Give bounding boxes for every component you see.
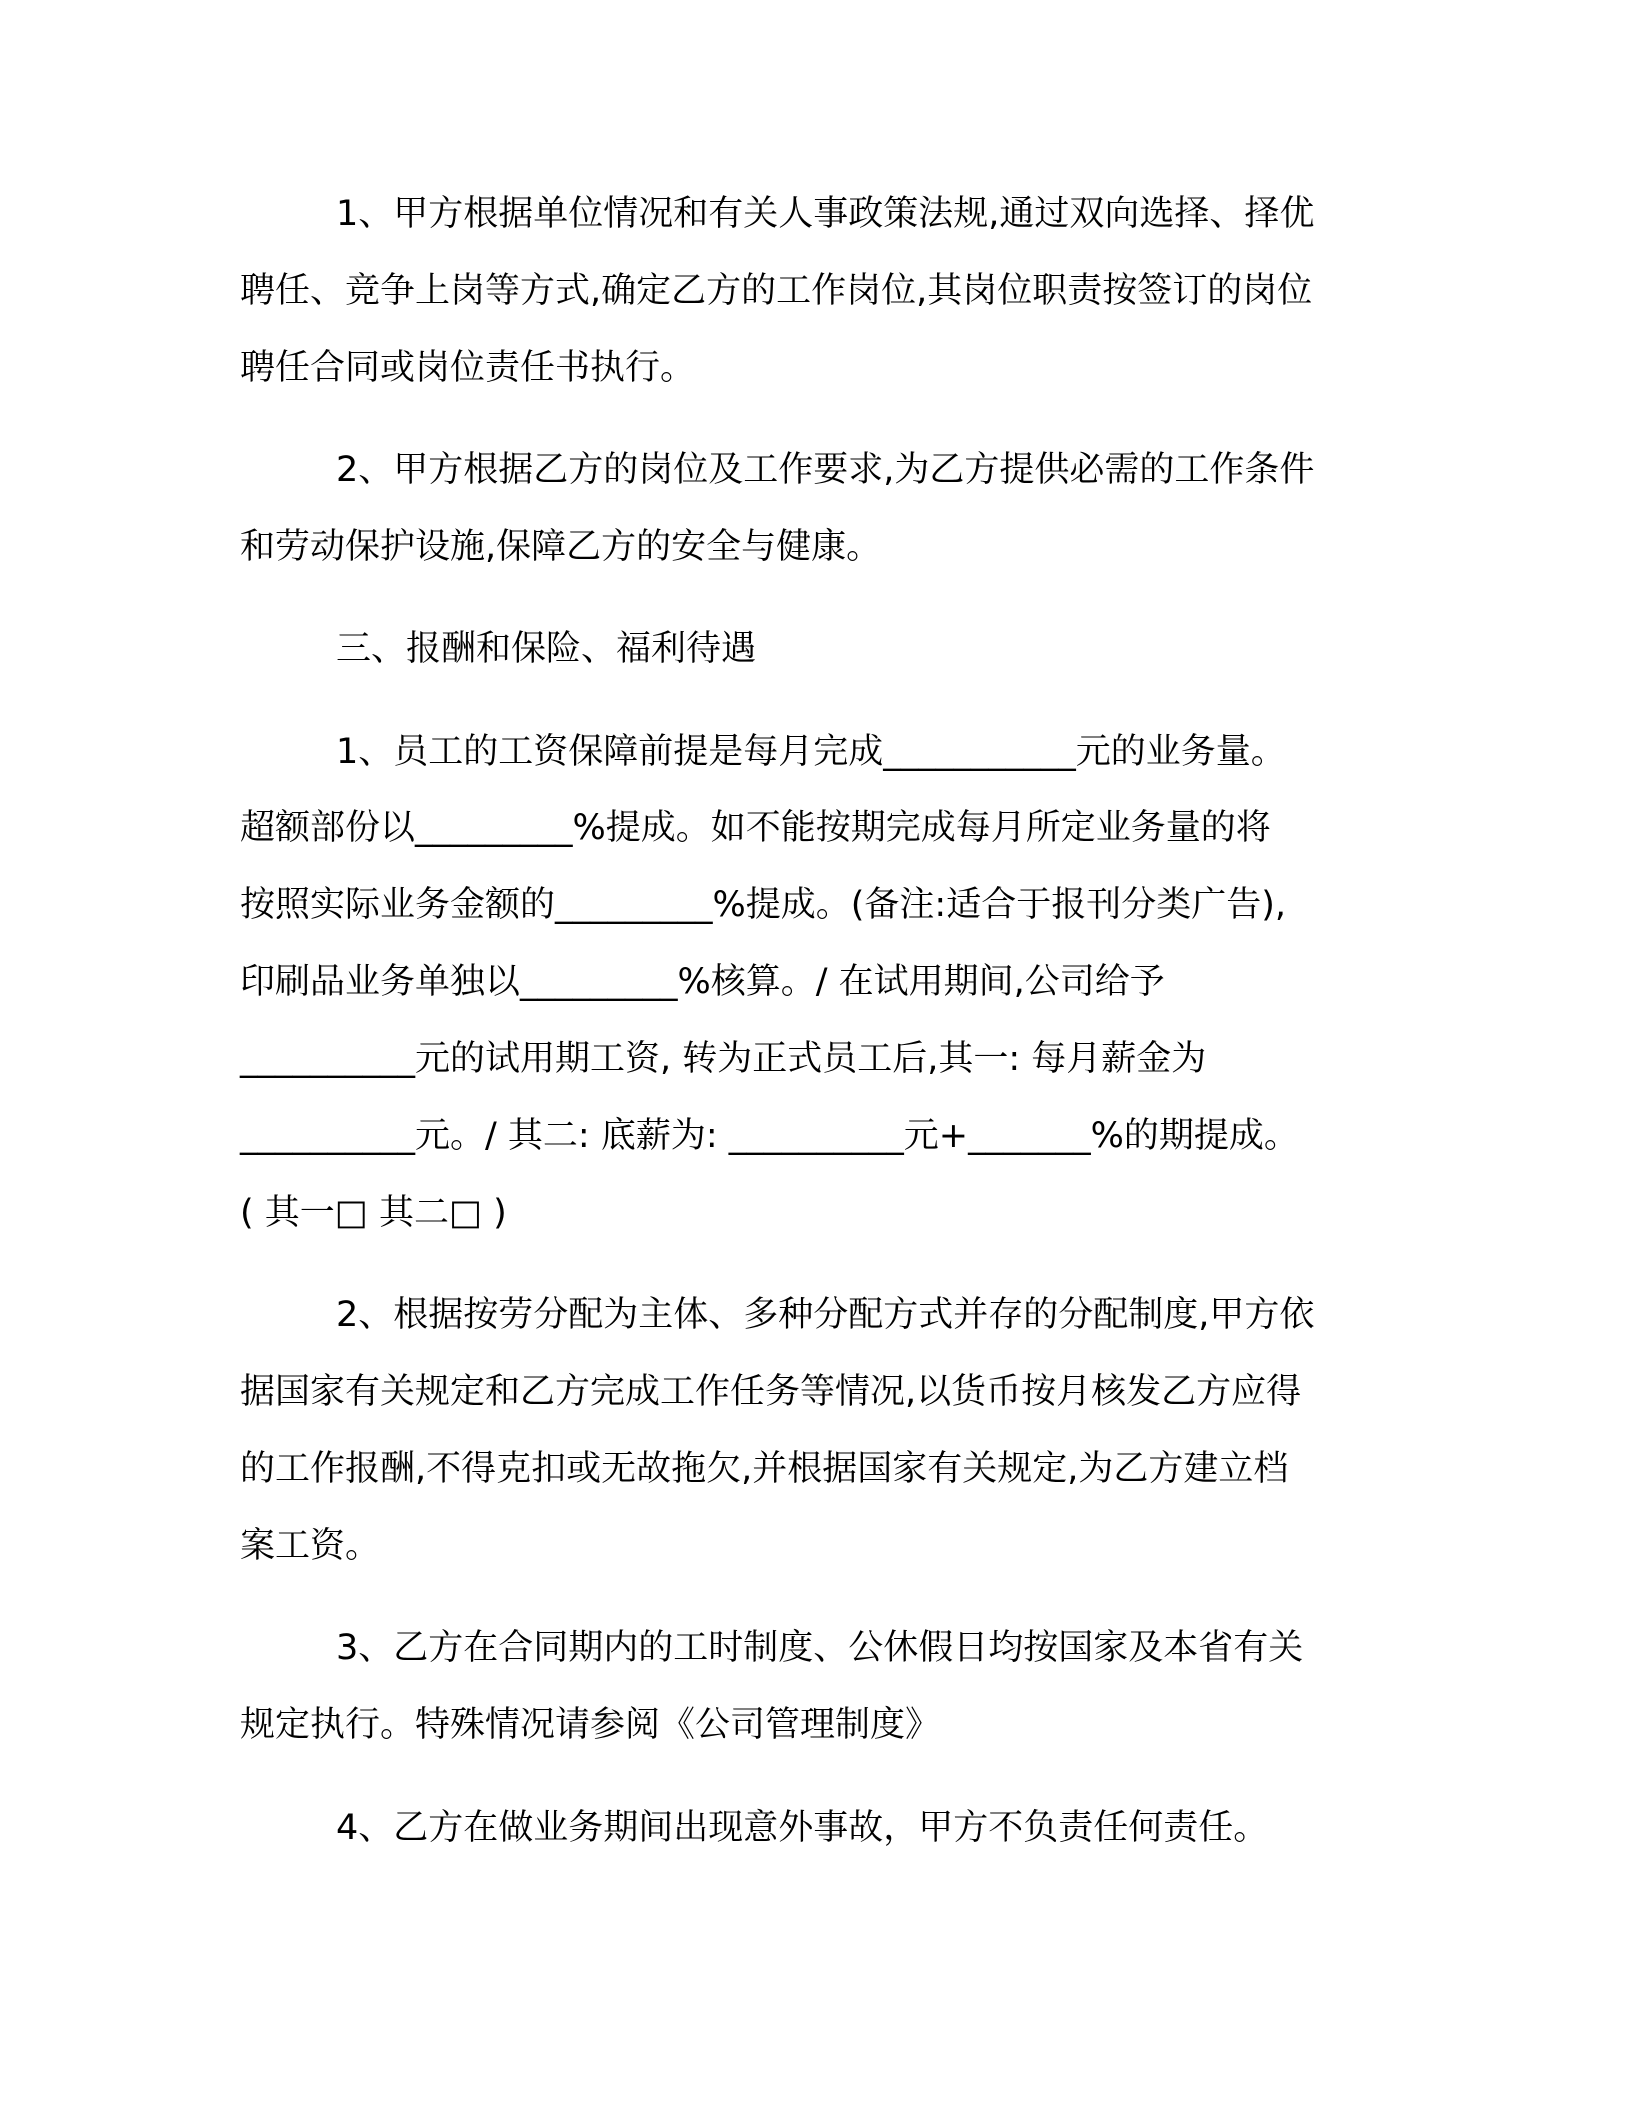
paragraph-line: 2、甲方根据乙方的岗位及工作要求,为乙方提供必需的工作条件 (336, 450, 1315, 490)
paragraph-line: __________元。/ 其二: 底薪为: __________元+_______%的期提成。 (240, 1116, 1299, 1156)
section-heading: 三、报酬和保险、福利待遇 (336, 629, 757, 669)
paragraph-line: 1、员工的工资保障前提是每月完成___________元的业务量。 (336, 732, 1286, 772)
paragraph-line: 聘任合同或岗位责任书执行。 (240, 348, 696, 388)
paragraph-line: ( 其一□ 其二□ ) (240, 1193, 507, 1233)
paragraph-line: __________元的试用期工资, 转为正式员工后,其一: 每月薪金为 (240, 1039, 1207, 1079)
paragraph-line: 2、根据按劳分配为主体、多种分配方式并存的分配制度,甲方依 (336, 1295, 1315, 1335)
paragraph-line: 1、甲方根据单位情况和有关人事政策法规,通过双向选择、择优 (336, 194, 1315, 234)
paragraph-line: 和劳动保护设施,保障乙方的安全与健康。 (240, 527, 882, 567)
paragraph-line: 规定执行。特殊情况请参阅《公司管理制度》 (240, 1705, 941, 1745)
paragraph-line: 3、乙方在合同期内的工时制度、公休假日均按国家及本省有关 (336, 1628, 1304, 1668)
paragraph-line: 据国家有关规定和乙方完成工作任务等情况,以货币按月核发乙方应得 (240, 1372, 1302, 1412)
paragraph-line: 印刷品业务单独以_________%核算。/ 在试用期间,公司给予 (240, 962, 1165, 1002)
paragraph-line: 超额部份以_________%提成。如不能按期完成每月所定业务量的将 (240, 808, 1271, 848)
paragraph-line: 按照实际业务金额的_________%提成。(备注:适合于报刊分类广告), (240, 885, 1286, 925)
paragraph-line: 的工作报酬,不得克扣或无故拖欠,并根据国家有关规定,为乙方建立档 (240, 1449, 1289, 1489)
paragraph-line: 聘任、竞争上岗等方式,确定乙方的工作岗位,其岗位职责按签订的岗位 (240, 271, 1313, 311)
paragraph-line: 4、乙方在做业务期间出现意外事故，甲方不负责任何责任。 (336, 1808, 1269, 1848)
paragraph-line: 案工资。 (240, 1526, 381, 1566)
